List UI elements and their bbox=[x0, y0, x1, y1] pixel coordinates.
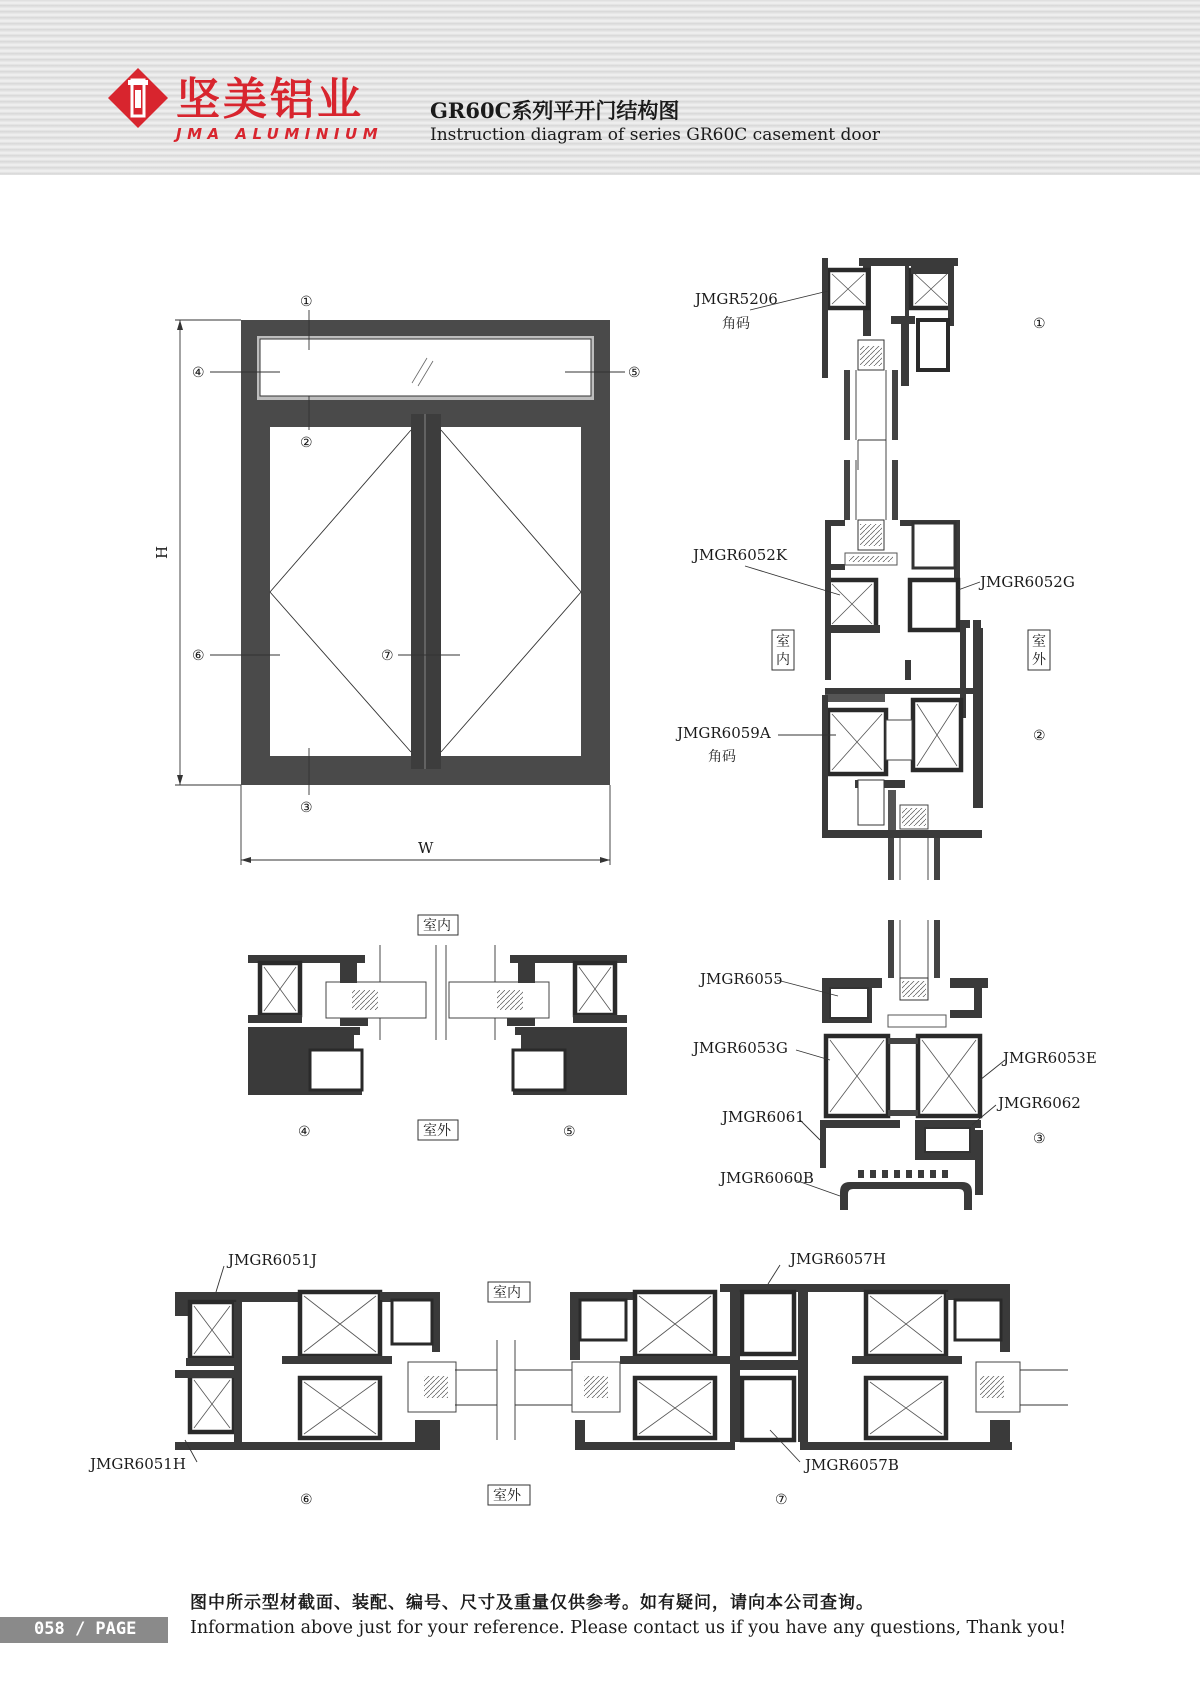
section-6 bbox=[88, 1251, 497, 1508]
marker-3: ③ bbox=[300, 800, 313, 816]
footer-note-cn: 图中所示型材截面、装配、编号、尺寸及重量仅供参考。如有疑问，请向本公司查询。 bbox=[190, 1593, 874, 1613]
page-number: 058 / PAGE bbox=[34, 1619, 137, 1639]
height-label: H bbox=[153, 545, 171, 559]
callout-JMGR6059A-sub: 角码 bbox=[708, 749, 736, 765]
callout-JMGR6059A: JMGR6059A bbox=[677, 724, 771, 742]
callout-JMGR6061: JMGR6061 bbox=[722, 1108, 805, 1126]
section-1-marker: ① bbox=[1033, 316, 1046, 332]
section-2-marker: ② bbox=[1033, 728, 1046, 744]
inside-label-s7: 室内 bbox=[493, 1285, 521, 1301]
callout-JMGR6051J: JMGR6051J bbox=[228, 1251, 317, 1269]
marker-5: ⑤ bbox=[628, 365, 641, 381]
svg-text:内: 内 bbox=[776, 652, 790, 668]
section-4-marker: ④ bbox=[298, 1124, 311, 1140]
section-7 bbox=[488, 1250, 1068, 1508]
callout-JMGR6062: JMGR6062 bbox=[998, 1094, 1081, 1112]
brand-name-cn: 坚美铝业 bbox=[176, 74, 364, 125]
callout-JMGR6052G: JMGR6052G bbox=[980, 573, 1075, 591]
callout-JMGR6051H: JMGR6051H bbox=[90, 1455, 186, 1473]
section-1 bbox=[693, 258, 1046, 470]
outside-label-s7: 室外 bbox=[493, 1488, 521, 1504]
callout-JMGR5206: JMGR5206 bbox=[695, 290, 778, 308]
inside-label-s45: 室内 bbox=[423, 918, 451, 934]
inside-label-s2: 室 bbox=[776, 634, 790, 650]
outside-label-s2: 室 bbox=[1032, 634, 1046, 650]
brand-name-en: JMA ALUMINIUM bbox=[176, 125, 384, 143]
section-4-5 bbox=[248, 915, 627, 1140]
section-3 bbox=[691, 920, 1097, 1210]
width-label: W bbox=[418, 839, 434, 857]
marker-6: ⑥ bbox=[192, 648, 205, 664]
section-7-marker: ⑦ bbox=[775, 1492, 788, 1508]
callout-JMGR6060B: JMGR6060B bbox=[720, 1169, 814, 1187]
callout-JMGR6053G: JMGR6053G bbox=[693, 1039, 788, 1057]
callout-JMGR5206-sub: 角码 bbox=[722, 316, 750, 332]
callout-JMGR6057B: JMGR6057B bbox=[805, 1456, 899, 1474]
section-5-marker: ⑤ bbox=[563, 1124, 576, 1140]
page-title-cn: GR60C系列平开门结构图 bbox=[430, 98, 680, 123]
page-title-en: Instruction diagram of series GR60C casement door bbox=[430, 125, 880, 145]
svg-text:外: 外 bbox=[1032, 652, 1046, 668]
footer-note-en: Information above just for your reference. Please contact us if you have any questions, Thank you! bbox=[190, 1618, 1067, 1638]
marker-1: ① bbox=[300, 294, 313, 310]
section-6-marker: ⑥ bbox=[300, 1492, 313, 1508]
section-2 bbox=[675, 460, 1075, 880]
callout-JMGR6052K: JMGR6052K bbox=[693, 546, 788, 564]
callout-JMGR6053E: JMGR6053E bbox=[1003, 1049, 1097, 1067]
door-elevation bbox=[153, 294, 641, 865]
section-3-marker: ③ bbox=[1033, 1131, 1046, 1147]
marker-4: ④ bbox=[192, 365, 205, 381]
outside-label-s45: 室外 bbox=[423, 1123, 451, 1139]
callout-JMGR6055: JMGR6055 bbox=[700, 970, 783, 988]
marker-2: ② bbox=[300, 435, 313, 451]
callout-JMGR6057H: JMGR6057H bbox=[790, 1250, 886, 1268]
marker-7: ⑦ bbox=[381, 648, 394, 664]
